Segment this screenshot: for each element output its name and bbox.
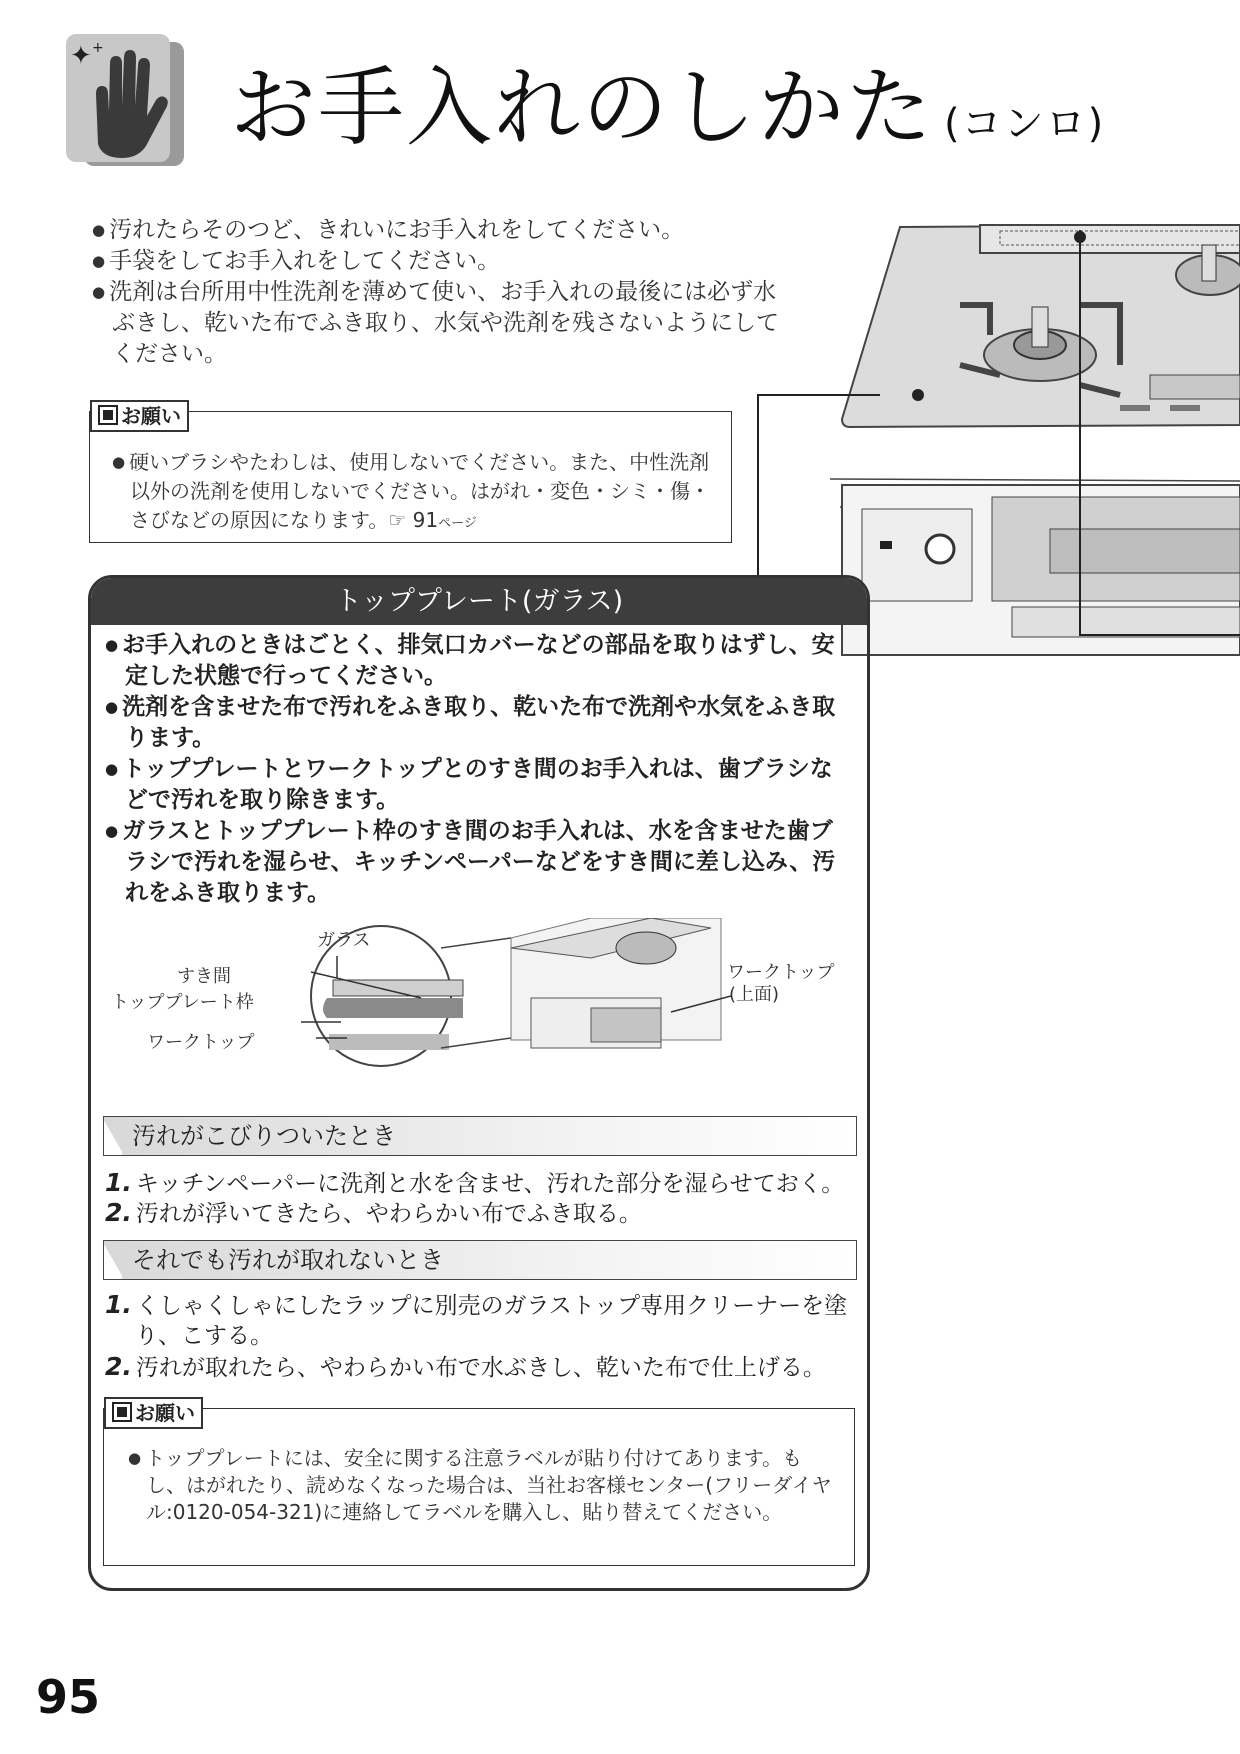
caution-text: 硬いブラシやたわしは、使用しないでください。また、中性洗剤以外の洗剤を使用しないでください。はがれ・変色・シミ・傷・さびなどの原因になります。☞ 91 <box>129 450 710 532</box>
page-number: 95 <box>36 1670 101 1724</box>
page-subtitle: (コンロ) <box>944 101 1106 147</box>
label-worktop-top-note: (上面) <box>729 984 780 1005</box>
label-glass: ガラス <box>317 930 371 951</box>
top-plate-panel <box>88 575 870 1591</box>
list-item: ● 洗剤を含ませた布で汚れをふき取り、乾いた布で洗剤や水気をふき取ります。 <box>105 692 851 754</box>
label-frame: トッププレート枠 <box>111 992 254 1013</box>
caution-body <box>128 1445 840 1526</box>
step-item: 2. 汚れが取れたら、やわらかい布で水ぶきし、乾いた布で仕上げる。 <box>105 1352 826 1381</box>
list-item: ● ガラスとトッププレート枠のすき間のお手入れは、水を含ませた歯ブラシで汚れを湿らせ、キッチンペーパーなどをすき間に差し込み、汚れをふき取ります。 <box>105 816 851 909</box>
caution-note <box>89 404 732 543</box>
caution-body <box>112 448 712 538</box>
caution-tag: お願い <box>90 400 189 432</box>
step-item: 1. キッチンペーパーに洗剤と水を含ませ、汚れた部分を湿らせておく。 <box>105 1168 845 1197</box>
label-worktop: ワークトップ <box>147 1032 255 1053</box>
list-item: ● 洗剤は台所用中性洗剤を薄めて使い、お手入れの最後には必ず水ぶきし、乾いた布でふき取り、水気や洗剤を残さないようにしてください。 <box>92 277 792 370</box>
svg-text:✦: ✦ <box>70 41 92 71</box>
intro-list <box>92 215 792 370</box>
caution-text: ● トッププレートには、安全に関する注意ラベルが貼り付けてあります。もし、はがれたり、読めなくなった場合は、当社お客様センター(フリーダイヤル:0120-054-321)に連絡してラベルを購入し、貼り替えてください。 <box>128 1445 840 1526</box>
section-heading: それでも汚れが取れないとき <box>103 1240 857 1280</box>
page-title: お手入れのしかた (コンロ) <box>230 58 1106 158</box>
list-item: ● お手入れのときはごとく、排気口カバーなどの部品を取りはずし、安定した状態で行ってください。 <box>105 630 851 692</box>
caution-tag: お願い <box>104 1397 203 1429</box>
panel-bullets <box>105 630 851 909</box>
hand-glove-icon <box>66 34 190 170</box>
step-item: 2. 汚れが浮いてきたら、やわらかい布でふき取る。 <box>105 1198 642 1227</box>
caution-icon <box>98 405 118 425</box>
list-item: ● 汚れたらそのつど、きれいにお手入れをしてください。 <box>92 215 792 246</box>
caution-note <box>103 1401 855 1566</box>
list-item: ● トッププレートとワークトップとのすき間のお手入れは、歯ブラシなどで汚れを取り除きます。 <box>105 754 851 816</box>
svg-text:+: + <box>92 40 104 56</box>
label-worktop-top: ワークトップ <box>727 962 835 983</box>
panel-title: トッププレート(ガラス) <box>91 578 867 625</box>
page-suffix: ページ <box>438 516 477 531</box>
caution-icon <box>112 1402 132 1422</box>
list-item: ● 手袋をしてお手入れをしてください。 <box>92 246 792 277</box>
callout-line <box>740 385 880 585</box>
section-heading: 汚れがこびりついたとき <box>103 1116 857 1156</box>
label-gap: すき間 <box>177 966 231 987</box>
step-item: 1. くしゃくしゃにしたラップに別売のガラストップ専用クリーナーを塗り、こする。 <box>105 1290 848 1349</box>
